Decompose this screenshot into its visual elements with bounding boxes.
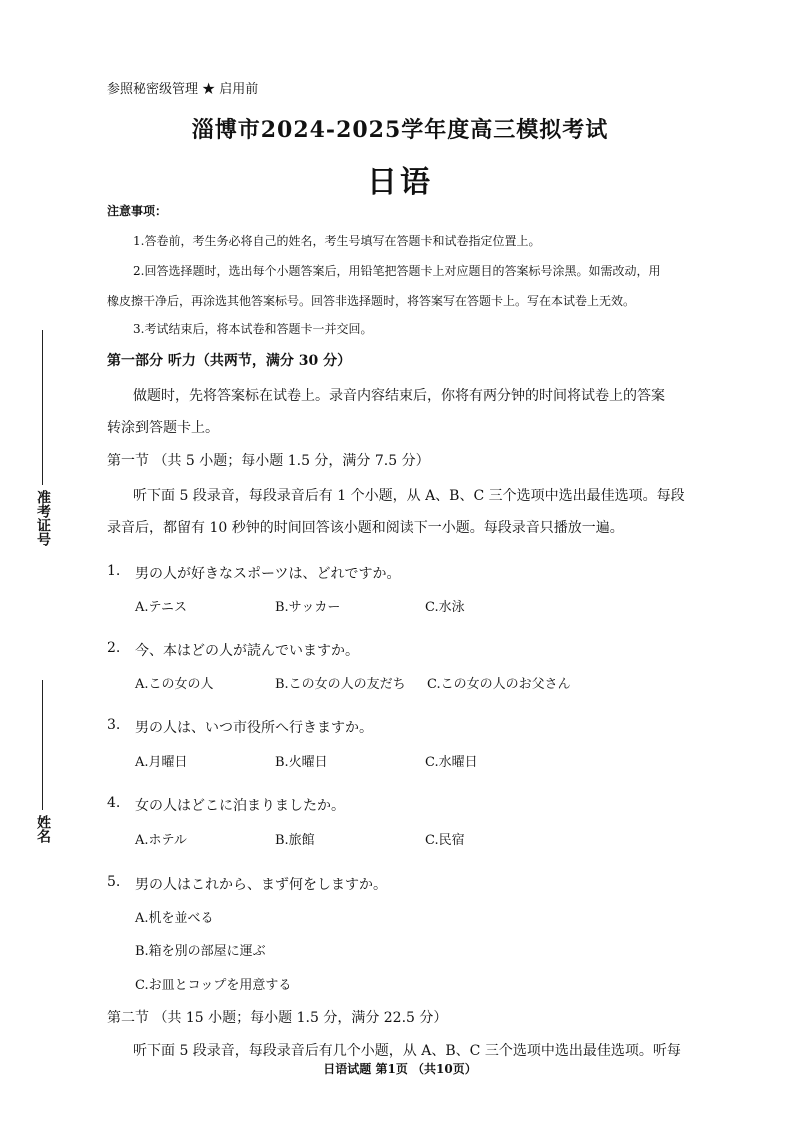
name-line — [42, 680, 43, 810]
section2-intro-line: 听下面 5 段录音，每段录音后有几个小题，从 A、B、C 三个选项中选出最佳选项。听每 — [133, 1043, 681, 1059]
option-a: A.月曜日 — [135, 755, 188, 770]
question-text: 男の人はこれから、まず何をしますか。 — [135, 877, 387, 893]
section2-heading: 第二节 （共 15 小题；每小题 1.5 分，满分 22.5 分） — [107, 1010, 448, 1026]
option-b: B.箱を別の部屋に運ぶ — [135, 944, 266, 959]
page-footer: 日语试题 第1页 （共10页） — [323, 1062, 477, 1076]
option-b: B.火曜日 — [275, 755, 328, 770]
section1-heading: 第一节 （共 5 小题；每小题 1.5 分，满分 7.5 分） — [107, 453, 430, 469]
question-text: 男の人が好きなスポーツは、どれですか。 — [135, 566, 401, 582]
notice-heading: 注意事项： — [107, 204, 168, 218]
option-a: A.この女の人 — [135, 677, 214, 692]
part1-intro-line: 做题时，先将答案标在试卷上。录音内容结束后，你将有两分钟的时间将试卷上的答案 — [133, 388, 665, 404]
notice-item: 3.考试结束后，将本试卷和答题卡一并交回。 — [133, 322, 373, 336]
notice-item: 橡皮擦干净后，再涂选其他答案标号。回答非选择题时，将答案写在答题卡上。写在本试卷上无效。 — [107, 294, 636, 308]
section1-intro-line: 听下面 5 段录音，每段录音后有 1 个小题，从 A、B、C 三个选项中选出最佳选项。每段 — [133, 488, 685, 504]
notice-item: 2.回答选择题时，选出每个小题答案后，用铅笔把答题卡上对应题目的答案标号涂黑。如需改动，用 — [133, 264, 661, 278]
question-number: 1. — [107, 563, 121, 579]
section1-intro-line: 录音后，都留有 10 秒钟的时间回答该小题和阅读下一小题。每段录音只播放一遍。 — [107, 520, 624, 536]
option-a: A.机を並べる — [135, 911, 214, 926]
confidentiality-note: 参照秘密级管理 ★ 启用前 — [107, 82, 259, 97]
question-number: 4. — [107, 795, 121, 811]
option-c: C.民宿 — [425, 833, 465, 848]
exam-id-label: 准考证号 — [35, 490, 51, 546]
option-a: A.ホテル — [135, 833, 187, 848]
part1-intro-line: 转涂到答题卡上。 — [107, 420, 219, 436]
question-text: 今、本はどの人が読んでいますか。 — [135, 643, 359, 659]
subject-title: 日语 — [367, 165, 433, 200]
part1-heading: 第一部分 听力（共两节，满分 30 分） — [107, 353, 352, 369]
question-text: 男の人は、いつ市役所へ行きますか。 — [135, 720, 373, 736]
question-number: 5. — [107, 874, 121, 890]
option-a: A.テニス — [135, 600, 188, 615]
name-label: 姓名 — [35, 815, 51, 843]
option-c: C.お皿とコップを用意する — [135, 978, 292, 993]
option-c: C.この女の人のお父さん — [427, 677, 571, 692]
exam-id-line — [42, 330, 43, 485]
question-text: 女の人はどこに泊まりましたか。 — [135, 798, 345, 814]
notice-item: 1.答卷前，考生务必将自己的姓名，考生号填写在答题卡和试卷指定位置上。 — [133, 234, 541, 248]
question-number: 3. — [107, 717, 121, 733]
option-c: C.水泳 — [425, 600, 465, 615]
option-b: B.旅館 — [275, 833, 315, 848]
option-b: B.サッカー — [275, 600, 341, 615]
exam-title: 淄博市2024-2025学年度高三模拟考试 — [191, 117, 609, 143]
option-b: B.この女の人の友だち — [275, 677, 406, 692]
option-c: C.水曜日 — [425, 755, 478, 770]
question-number: 2. — [107, 640, 121, 656]
